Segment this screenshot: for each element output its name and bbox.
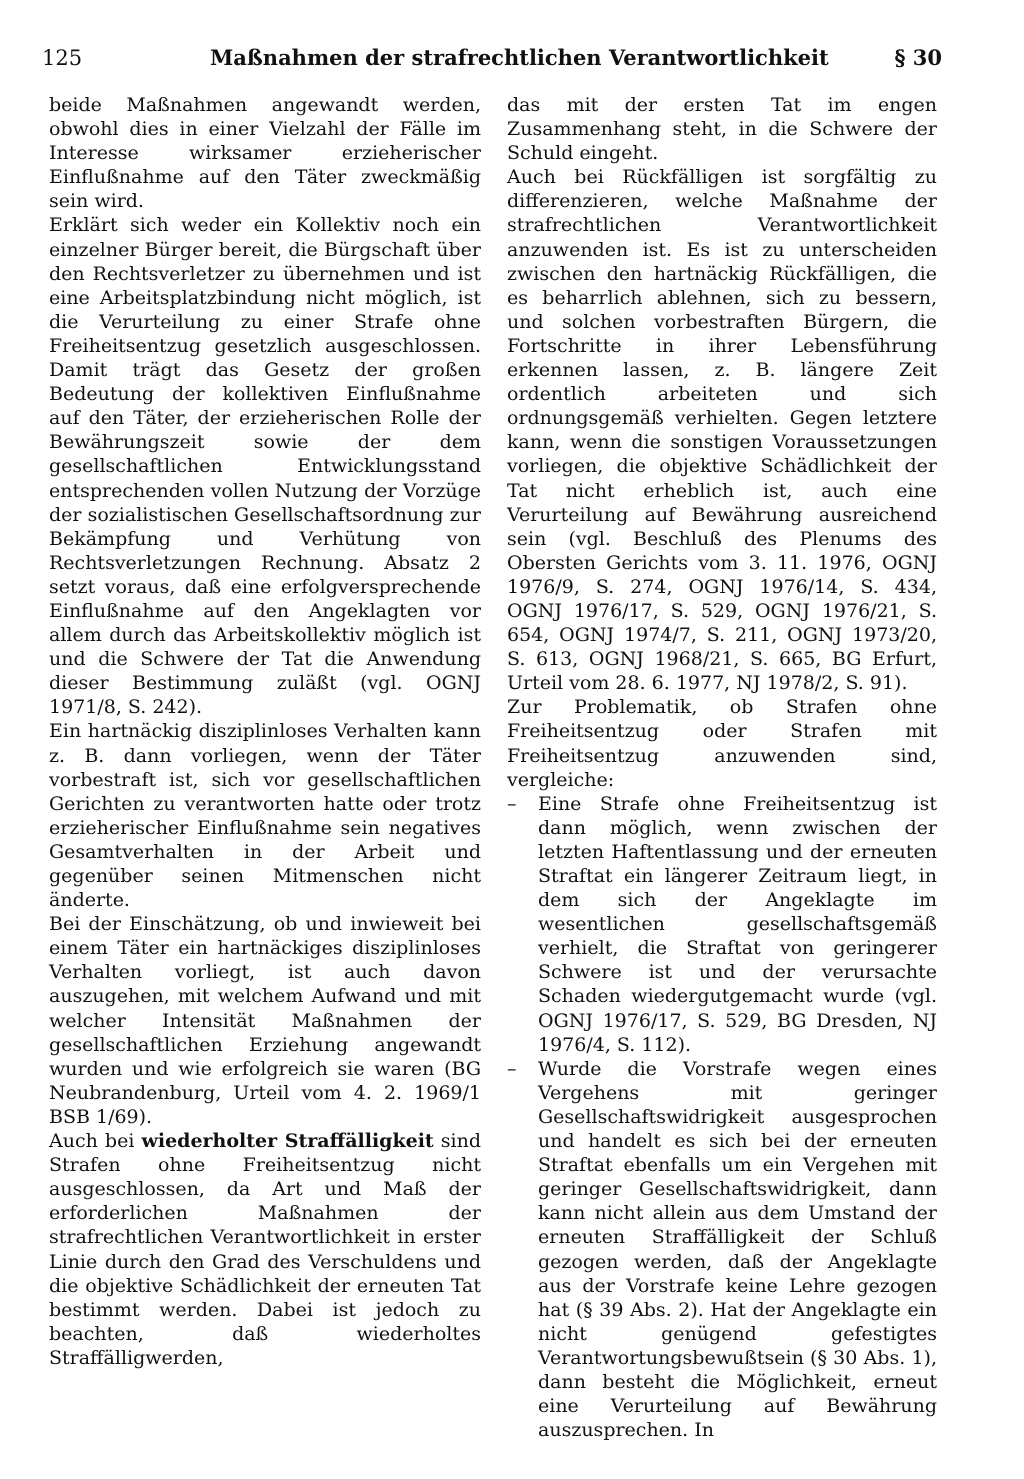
- dash-marker: –: [507, 792, 517, 815]
- page-number: 125: [42, 46, 83, 70]
- dash-list: [507, 792, 937, 1443]
- paragraph: Zur Problematik, ob Strafen ohne Freiheitsentzug oder Strafen mit Freiheitsentzug anzuwenden sind, vergleiche:: [507, 696, 937, 791]
- paragraph-start: Auch bei: [49, 1130, 135, 1153]
- paragraph: [49, 1129, 481, 1370]
- list-item-text: Wurde die Vorstrafe wegen eines Vergehens mit geringer Gesellschaftswidrigkeit ausgesprochen und handelt es sich bei der erneuten Straftat ebenfalls um ein Vergehen mit geringer Gesellschaftswidrigkeit, dann kann nicht allein aus dem Umstand der erneuten Straffälligkeit der Schluß gezogen werden, daß der Angeklagte aus der Vorstrafe keine Lehre gezogen hat (§ 39 Abs. 2). Hat der Angeklagte ein nicht genügend gefestigtes Verantwortungsbewußtsein (§ 30 Abs. 1), dann besteht die Möglichkeit, erneut eine Verurteilung auf Bewährung auszusprechen. In: [538, 1057, 937, 1442]
- right-column: [507, 93, 937, 1442]
- paragraph: Ein hartnäckig disziplinloses Verhalten kann z. B. dann vorliegen, wenn der Täter vorbestraft ist, sich vor gesellschaftlichen Gerichten zu verantworten hatte oder trotz erzieherischer Einflußnahme sein negatives Gesamtverhalten in der Arbeit und gegenüber seinen Mitmenschen nicht änderte.: [49, 720, 481, 912]
- dash-marker: –: [507, 1057, 517, 1080]
- paragraph-rest: sind Strafen ohne Freiheitsentzug nicht ausgeschlossen, da Art und Maß der erforderlichen Maßnahmen der strafrechtlichen Verantwortlichkeit in erster Linie durch den Grad des Verschuldens und die objektive Schädlichkeit der erneuten Tat bestimmt werden. Dabei ist jedoch zu beachten, daß wiederholtes Straffälligwerden,: [49, 1130, 482, 1369]
- list-item-text: Eine Strafe ohne Freiheitsentzug ist dann möglich, wenn zwischen der letzten Haftentlassung und der erneuten Straftat ein längerer Zeitraum liegt, in dem sich der Angeklagte im wesentlichen gesellschaftsgemäß verhielt, die Straftat von geringerer Schwere ist und der verursachte Schaden wiedergutgemacht wurde (vgl. OGNJ 1976/17, S. 529, BG Dresden, NJ 1976/4, S. 112).: [538, 792, 937, 1056]
- list-item: [507, 792, 937, 1057]
- bold-term: wiederholter Straffälligkeit: [141, 1130, 434, 1153]
- paragraph: beide Maßnahmen angewandt werden, obwohl dies in einer Vielzahl der Fälle im Interesse wirksamer erzieherischer Einflußnahme auf den Täter zweckmäßig sein wird.: [49, 94, 481, 213]
- left-column: [49, 93, 481, 1370]
- page-header: [42, 38, 942, 78]
- list-item: [507, 1057, 937, 1443]
- paragraph: Erklärt sich weder ein Kollektiv noch ein einzelner Bürger bereit, die Bürgschaft über den Rechtsverletzer zu übernehmen und ist eine Arbeitsplatzbindung nicht möglich, ist die Verurteilung zu einer Strafe ohne Freiheitsentzug gesetzlich ausgeschlossen. Damit trägt das Gesetz der großen Bedeutung der kollektiven Einflußnahme auf den Täter, der erzieherischen Rolle der Bewährungszeit sowie der dem gesellschaftlichen Entwicklungsstand entsprechenden vollen Nutzung der Vorzüge der sozialistischen Gesellschaftsordnung zur Bekämpfung und Verhütung von Rechtsverletzungen Rechnung. Absatz 2 setzt voraus, daß eine erfolgversprechende Einflußnahme auf den Angeklagten vor allem durch das Arbeitskollektiv möglich ist und die Schwere der Tat die Anwendung dieser Bestimmung zuläßt (vgl. OGNJ 1971/8, S. 242).: [49, 214, 481, 719]
- section-marker: § 30: [894, 45, 942, 70]
- paragraph: das mit der ersten Tat im engen Zusammenhang steht, in die Schwere der Schuld eingeht.: [507, 94, 937, 165]
- paragraph: Auch bei Rückfälligen ist sorgfältig zu differenzieren, welche Maßnahme der strafrechtlichen Verantwortlichkeit anzuwenden ist. Es ist zu unterscheiden zwischen den hartnäckig Rückfälligen, die es beharrlich ablehnen, sich zu bessern, und solchen vorbestraften Bürgern, die Fortschritte in ihrer Lebensführung erkennen lassen, z. B. längere Zeit ordentlich arbeiteten und sich ordnungsgemäß verhielten. Gegen letztere kann, wenn die sonstigen Voraussetzungen vorliegen, die objektive Schädlichkeit der Tat nicht erheblich ist, auch eine Verurteilung auf Bewährung ausreichend sein (vgl. Beschluß des Plenums des Obersten Gerichts vom 3. 11. 1976, OGNJ 1976/9, S. 274, OGNJ 1976/14, S. 434, OGNJ 1976/17, S. 529, OGNJ 1976/21, S. 654, OGNJ 1974/7, S. 211, OGNJ 1973/20, S. 613, OGNJ 1968/21, S. 665, BG Erfurt, Urteil vom 28. 6. 1977, NJ 1978/2, S. 91).: [507, 166, 937, 695]
- running-title: Maßnahmen der strafrechtlichen Verantwortlichkeit: [210, 45, 829, 70]
- paragraph: Bei der Einschätzung, ob und inwieweit bei einem Täter ein hartnäckiges disziplinloses Verhalten vorliegt, ist auch davon auszugehen, mit welchem Aufwand und mit welcher Intensität Maßnahmen der gesellschaftlichen Erziehung angewandt wurden und wie erfolgreich sie waren (BG Neubrandenburg, Urteil vom 4. 2. 1969/1 BSB 1/69).: [49, 913, 481, 1128]
